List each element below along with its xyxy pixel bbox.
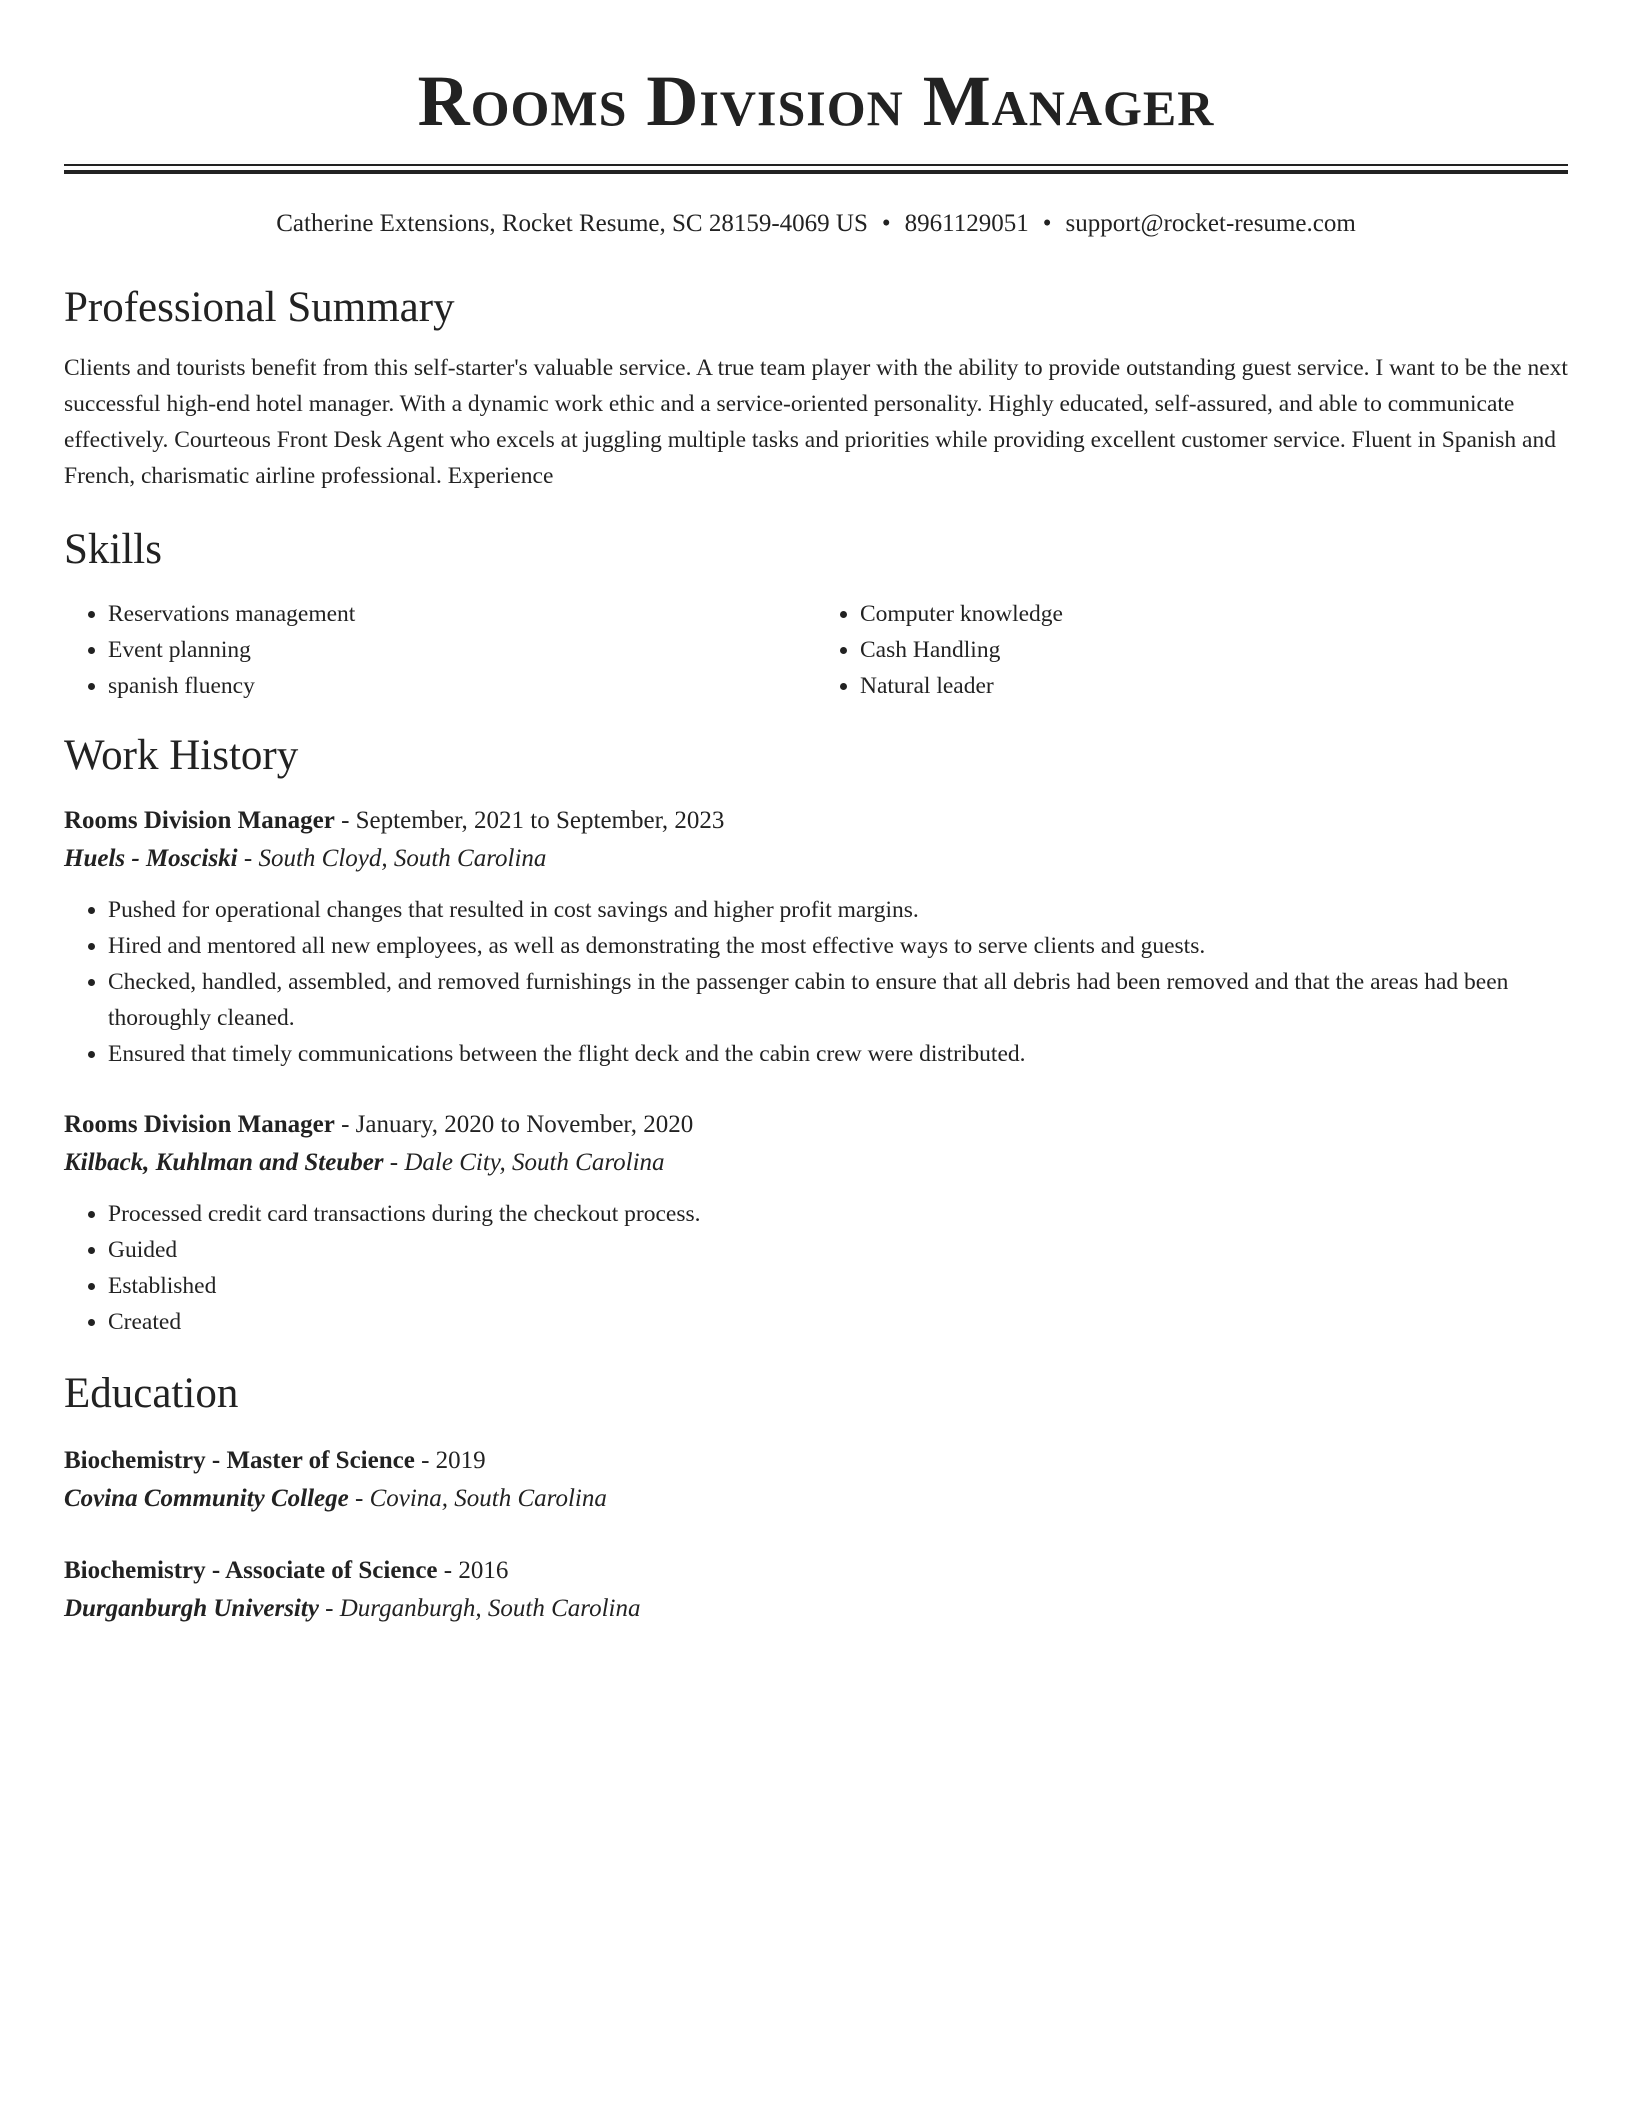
contact-email: support@rocket-resume.com bbox=[1065, 210, 1356, 237]
job-entry bbox=[64, 1106, 1568, 1340]
job-duties bbox=[64, 1196, 1568, 1340]
education-institution bbox=[64, 1590, 1568, 1628]
job-duties bbox=[64, 892, 1568, 1072]
job-header bbox=[64, 802, 1568, 840]
job-role: Rooms Division Manager bbox=[64, 1111, 335, 1138]
education-degree: Biochemistry - Master of Science bbox=[64, 1447, 415, 1474]
contact-address: Catherine Extensions, Rocket Resume, SC 28159-4069 US bbox=[276, 210, 868, 237]
skill-item: • spanish fluency bbox=[108, 668, 816, 704]
work-history-heading: Work History bbox=[64, 732, 299, 779]
duty-item: • Established bbox=[108, 1268, 1568, 1304]
education-entry bbox=[64, 1552, 1568, 1628]
education-degree: Biochemistry - Associate of Science bbox=[64, 1557, 438, 1584]
duty-item: • Created bbox=[108, 1304, 1568, 1340]
job-header bbox=[64, 1106, 1568, 1144]
education-institution bbox=[64, 1480, 1568, 1518]
job-dates: - January, 2020 to November, 2020 bbox=[334, 1111, 694, 1138]
job-entry bbox=[64, 802, 1568, 1072]
skills-list-right bbox=[816, 596, 1568, 704]
education-location: - Durganburgh, South Carolina bbox=[318, 1595, 641, 1622]
contact-phone: 8961129051 bbox=[904, 210, 1029, 237]
duty-item: • Processed credit card transactions during the checkout process. bbox=[108, 1196, 1568, 1232]
education-header bbox=[64, 1442, 1568, 1480]
summary-heading: Professional Summary bbox=[64, 284, 455, 331]
job-employer bbox=[64, 1144, 1568, 1182]
skill-item: • Computer knowledge bbox=[860, 596, 1568, 632]
job-role: Rooms Division Manager bbox=[64, 807, 335, 834]
skill-item: • Reservations management bbox=[108, 596, 816, 632]
education-year: - 2019 bbox=[414, 1447, 486, 1474]
contact-separator: • bbox=[1042, 210, 1052, 237]
education-header bbox=[64, 1552, 1568, 1590]
education-year: - 2016 bbox=[437, 1557, 509, 1584]
education-school: Durganburgh University bbox=[64, 1595, 319, 1622]
skill-item: • Natural leader bbox=[860, 668, 1568, 704]
education-entry bbox=[64, 1442, 1568, 1518]
contact-separator: • bbox=[881, 210, 891, 237]
skills-heading: Skills bbox=[64, 526, 162, 573]
skill-item: • Event planning bbox=[108, 632, 816, 668]
education-location: - Covina, South Carolina bbox=[348, 1485, 607, 1512]
duty-item: • Hired and mentored all new employees, as well as demonstrating the most effective ways to serve clients and guests. bbox=[108, 928, 1568, 964]
education-school: Covina Community College bbox=[64, 1485, 349, 1512]
education-heading: Education bbox=[64, 1370, 239, 1417]
job-company: Huels - Mosciski bbox=[64, 845, 238, 872]
job-dates: - September, 2021 to September, 2023 bbox=[334, 807, 725, 834]
duty-item: • Ensured that timely communications between the flight deck and the cabin crew were distributed. bbox=[108, 1036, 1568, 1072]
resume-title: Rooms Division Manager bbox=[417, 61, 1215, 141]
contact-line bbox=[64, 208, 1568, 240]
duty-item: • Pushed for operational changes that resulted in cost savings and higher profit margins. bbox=[108, 892, 1568, 928]
duty-item: • Checked, handled, assembled, and removed furnishings in the passenger cabin to ensure that all debris had been removed and that the areas had been thoroughly cleaned. bbox=[108, 964, 1568, 1036]
duty-item: • Guided bbox=[108, 1232, 1568, 1268]
job-location: - South Cloyd, South Carolina bbox=[237, 845, 547, 872]
summary-text: Clients and tourists benefit from this self-starter's valuable service. A true team player with the ability to provide outstanding guest service. I want to be the next successful high-end hotel manager. With a dynamic work ethic and a service-oriented personality. Highly educated, self-assured, and able to communicate effectively. Courteous Front Desk Agent who excels at juggling multiple tasks and priorities while providing excellent customer service. Fluent in Spanish and French, charismatic airline professional. Experience bbox=[64, 355, 1568, 489]
job-company: Kilback, Kuhlman and Steuber bbox=[64, 1149, 384, 1176]
header-double-rule bbox=[64, 164, 1568, 174]
skill-item: • Cash Handling bbox=[860, 632, 1568, 668]
skills-columns bbox=[64, 596, 1568, 704]
job-employer bbox=[64, 840, 1568, 878]
skills-list-left bbox=[64, 596, 816, 704]
job-location: - Dale City, South Carolina bbox=[383, 1149, 665, 1176]
